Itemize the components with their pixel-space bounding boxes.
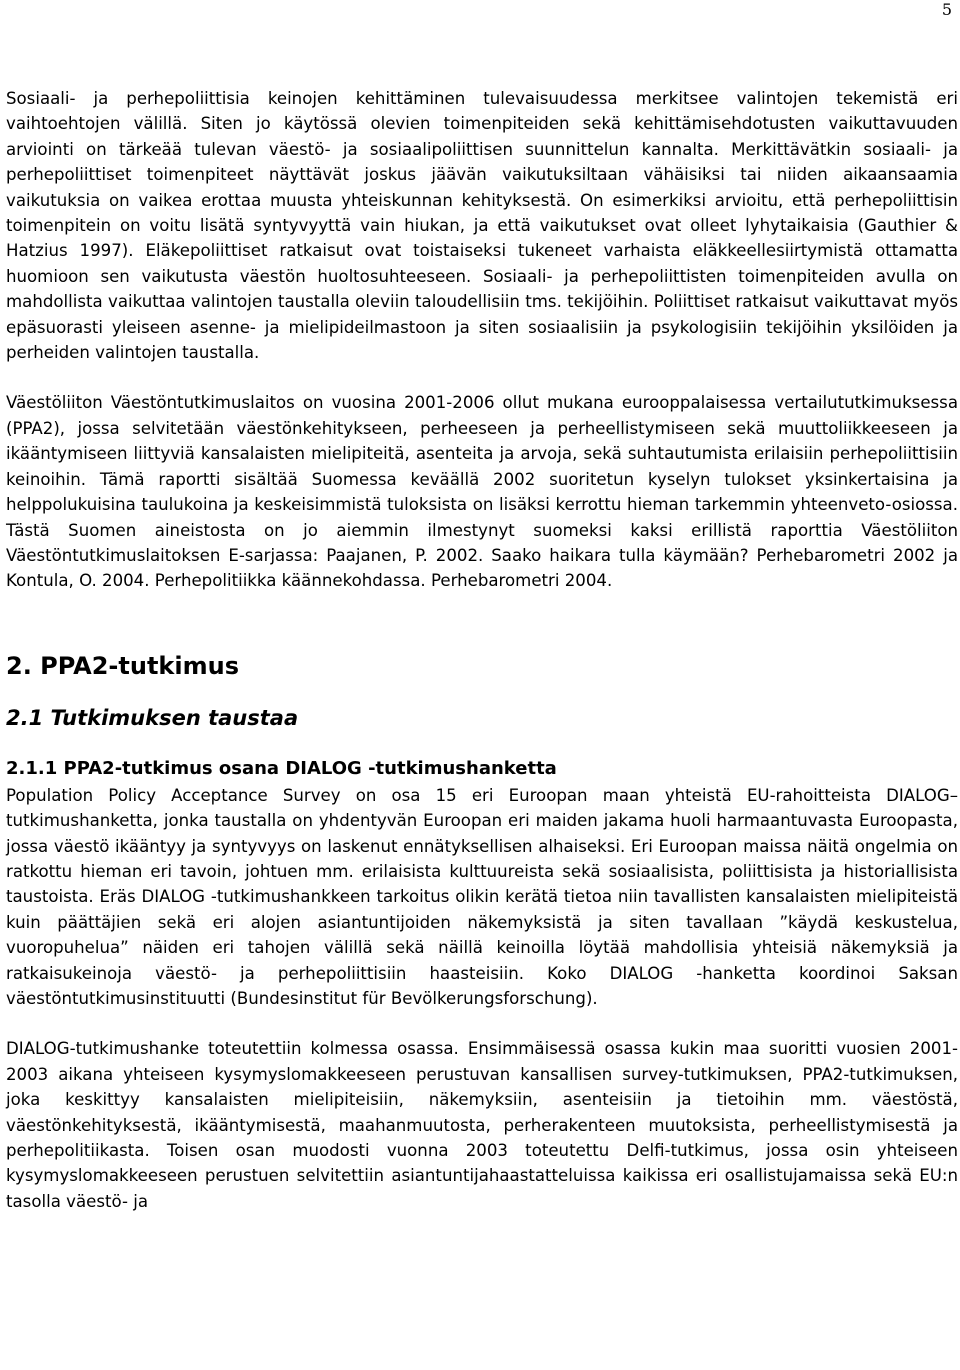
subsubsection-heading: 2.1.1 PPA2-tutkimus osana DIALOG -tutkimushanketta: [6, 757, 557, 779]
paragraph-ppa2-participation: Väestöliiton Väestöntutkimuslaitos on vuosina 2001-2006 ollut mukana eurooppalaisessa vertailututkimuksessa (PPA2), jossa selvitetään väestönkehitykseen, perheeseen ja perheellistymiseen sekä muuttoliikkeeseen ja ikääntymiseen liittyviä kansalaisten mielipiteitä, asenteita ja arvoja, sekä suhtautumista erilaisiin perhepoliittisiin keinoihin. Tämä raportti sisältää Suomessa keväällä 2002 suoritetun kyselyn tulokset yksinkertaisina ja helppolukuisina taulukoina ja keskeisimmistä tuloksista on lisäksi kerrottu hieman tarkemmin yhteenveto-osiossa. Tästä Suomen aineistosta on jo aiemmin ilmestynyt suomeksi kaksi erillistä raporttia Väestöliiton Väestöntutkimuslaitoksen E-sarjassa: Paajanen, P. 2002. Saako haikara tulla käymään? Perhebarometri 2002 ja Kontula, O. 2004. Perhepolitiikka käännekohdassa. Perhebarometri 2004.: [6, 393, 958, 591]
paragraph-dialog-project: Population Policy Acceptance Survey on osa 15 eri Euroopan maan yhteistä EU-rahoitteista DIALOG–tutkimushanketta, jonka taustalla on yhdentyvän Euroopan eri maiden jakama huoli harmaantuvasta Euroopasta, jossa väestö ikääntyy ja syntyvyys on laskenut ennätyksellisen alhaiseksi. Eri Euroopan maissa näitä ongelmia on ratkottu hieman eri tavoin, johtuen mm. erilaisista kulttuureista sekä sosiaalisista, poliittisista ja historiallisista taustoista. Eräs DIALOG -tutkimushankkeen tarkoitus olikin kerätä tietoa niin tavallisten kansalaisten mielipiteistä kuin päättäjien sekä eri alojen asiantuntijoiden näkemyksistä ja siten tavallaan ”käydä keskustelua, vuoropuhelua” näiden eri tahojen välillä sekä näillä keinoilla löytää mahdollisia yhteisiä näkemyksiä ja ratkaisukeinoja väestö- ja perhepoliittisiin haasteisiin. Koko DIALOG -hanketta koordinoi Saksan väestöntutkimusinstituutti (Bundesinstitut für Bevölkerungsforschung).: [6, 785, 958, 1008]
subsection-heading: 2.1 Tutkimuksen taustaa: [6, 705, 299, 730]
paragraph-policy-choices: Sosiaali- ja perhepoliittisia keinojen kehittäminen tulevaisuudessa merkitsee valintojen tekemistä eri vaihtoehtojen välillä. Siten jo käytössä olevien toimenpiteiden sekä kehittämisehdotusten vaikuttavuuden arviointi on tärkeää tulevan väestö- ja sosiaalipoliittisen suunnittelun kannalta. Merkittävätkin sosiaali- ja perhepoliittiset toimenpiteet näyttävät joskus jäävän vaikutuksiltaan vähäisiksi tai niiden aikaansaamia vaikutuksia on vaikea erottaa muusta yhteiskunnan kehityksestä. On esimerkiksi arvioitu, että perhepoliittisin toimenpitein on voitu lisätä syntyvyyttä vain hiukan, ja että vaikutukset ovat olleet lyhytaikaisia (Gauthier & Hatzius 1997). Eläkepoliittiset ratkaisut ovat toistaiseksi tukeneet varhaista eläkkeellesiirtymistä ottamatta huomioon sen vaikutusta väestön huoltosuhteeseen. Sosiaali- ja perhepoliittisten toimenpiteiden avulla on mahdollista vaikuttaa valintojen taustalla oleviin taloudellisiin tms. tekijöihin. Poliittiset ratkaisut vaikuttavat myös epäsuorasti yleiseen asenne- ja mielipideilmastoon ja siten sosiaalisiin ja psykologisiin tekijöihin yksilöiden ja perheiden valintojen taustalla.: [6, 89, 958, 363]
section-heading: 2. PPA2-tutkimus: [6, 651, 239, 680]
page-number: 5: [941, 0, 952, 19]
paragraph-dialog-phases: DIALOG-tutkimushanke toteutettiin kolmessa osassa. Ensimmäisessä osassa kukin maa suoritti vuosien 2001-2003 aikana yhteiseen kysymyslomakkeeseen perustuvan kansallisen survey-tutkimuksen, PPA2-tutkimuksen, joka keskittyy kansalaisten mielipiteisiin, näkemyksiin, asenteisiin ja tietoihin mm. väestöstä, väestönkehityksestä, ikääntymisestä, maahanmuutosta, perherakenteen muutoksista, perheellistymisestä ja perhepolitiikasta. Toisen osan muodosti vuonna 2003 toteutettu Delfi-tutkimus, jossa osin yhteiseen kysymyslomakkeeseen perustuen selvitettiin asiantuntijahaastatteluissa kaikissa eri osallistujamaissa sekä EU:n tasolla väestö- ja: [6, 1039, 958, 1211]
document-body: [6, 86, 958, 1214]
